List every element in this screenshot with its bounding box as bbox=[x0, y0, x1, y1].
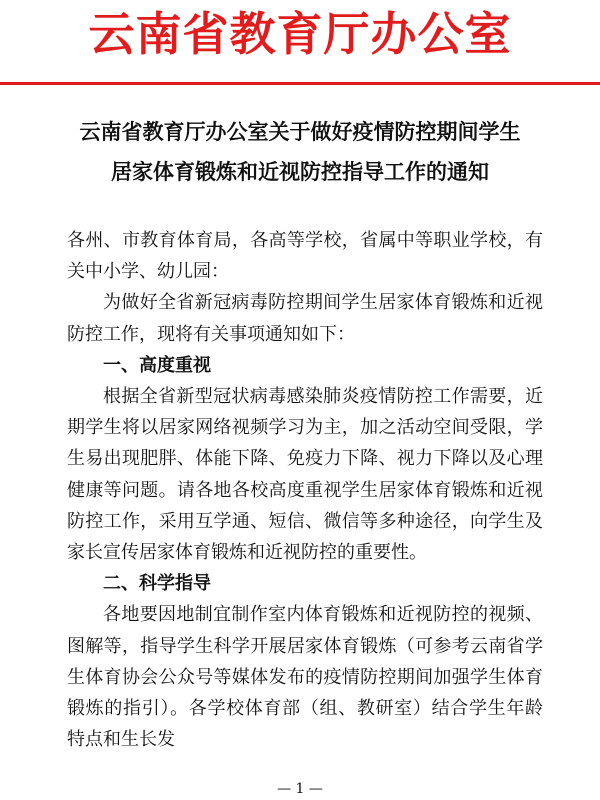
section-1-heading: 一、高度重视 bbox=[103, 354, 211, 376]
section-1-paragraph: 根据全省新型冠状病毒感染肺炎疫情防控工作需要，近期学生将以居家网络视频学习为主，加之活动空间受限，学生易出现肥胖、体能下降、免疫力下降、视力下降以及心理健康等问题。请各地各校高度重视学生居家体育锻炼和近视防控工作，采用互学通、短信、微信等多种途径，向学生及家长宣传居家体育锻炼和近视防控的重要性。 bbox=[67, 386, 543, 564]
intro-paragraph: 为做好全省新冠病毒防控期间学生居家体育锻炼和近视防控工作，现将有关事项通知如下： bbox=[67, 292, 543, 345]
red-header-rule bbox=[0, 82, 600, 85]
document-title-line-2: 居家体育锻炼和近视防控指导工作的通知 bbox=[111, 159, 489, 184]
section-2-heading: 二、科学指导 bbox=[103, 573, 211, 595]
document-title bbox=[0, 112, 600, 192]
page-number: — 1 — bbox=[277, 781, 323, 797]
salutation: 各州、市教育体育局，各高等学校，省属中等职业学校，有关中小学、幼儿园： bbox=[67, 230, 543, 283]
document-body bbox=[67, 225, 543, 755]
issuing-organization-header: 云南省教育厅办公室 bbox=[88, 7, 512, 61]
section-2-paragraph: 各地要因地制宜制作室内体育锻炼和近视防控的视频、图解等，指导学生科学开展居家体育锻炼（可参考云南省学生体育协会公众号等媒体发布的疫情防控期间加强学生体育锻炼的指引）。各学校体育部（组、教研室）结合学生年龄特点和生长发 bbox=[67, 604, 543, 751]
document-title-line-1: 云南省教育厅办公室关于做好疫情防控期间学生 bbox=[79, 119, 521, 144]
